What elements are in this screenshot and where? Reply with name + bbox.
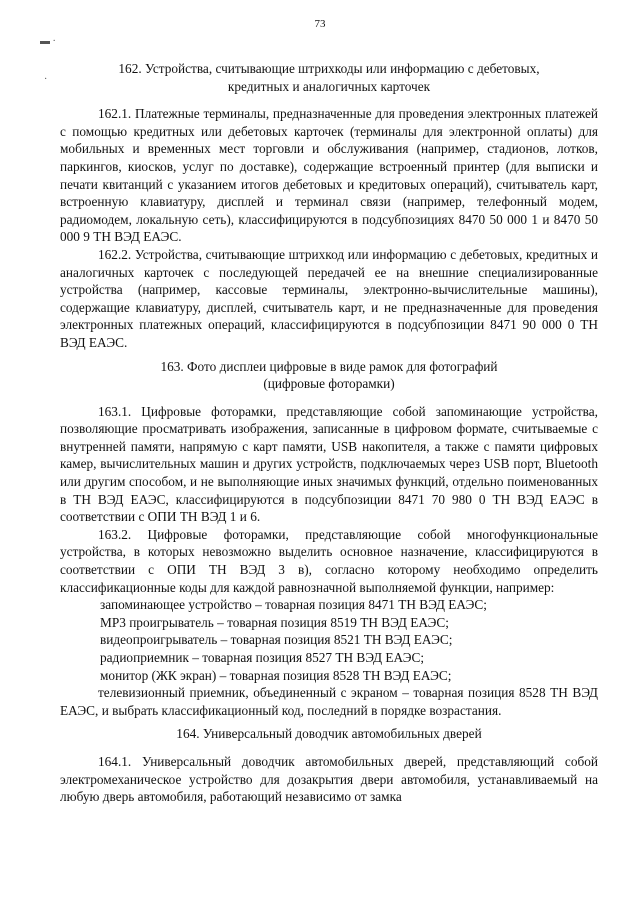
paragraph-162-1: 162.1. Платежные терминалы, предназначенные для проведения электронных платежей с помощью кредитных или дебетовых карточек (терминалы для электронной оплаты) для мобильных и временных мест торговли и обслуживания (например, стадионов, лотков, паркингов, киосков, услуг по доставке), содержащие встроенный принтер (для выписки и печати квитанций с указанием итогов дебетовых и кредитовых операций), считыватель карт, встроенную клавиатуру, дисплей и терминал связи (например, телефонный модем, радиомодем, локальную сеть), классифицируются в подсубпозициях 8470 50 000 1 и 8470 50 000 9 ТН ВЭД ЕАЭС. [60,106,598,245]
list-item: радиоприемник – товарная позиция 8527 ТН ВЭД ЕАЭС; [100,650,425,665]
heading-line: 162. Устройства, считывающие штрихкоды или информацию с дебетовых, [118,61,540,76]
paragraph-162-2: 162.2. Устройства, считывающие штрихкод или информацию с дебетовых, кредитных и аналогичных карточек с последующей передачей ее на внешние специализированные устройства (например, кассовые терминалы, электронно-вычислительные машины), содержащие клавиатуру, дисплей, считыватель карт, и не предназначенные для проведения электронных платежных операций, классифицируются в подсубпозиции 8471 90 000 0 ТН ВЭД ЕАЭС. [60,246,598,350]
paragraph-163-1: 163.1. Цифровые фоторамки, представляющие собой запоминающие устройства, позволяющие просматривать изображения, записанные в цифровом формате, считываемые с внутренней памяти, напрямую с карт памяти, USB накопителя, а также с памяти цифровых камер, вычислительных машин и других устройств, подключаемых через USB порт, Bluetooth или другим способом, и не выполняющие иных значимых функций, отдельно поименованных в ТН ВЭД ЕАЭС, классифицируются в подсубпозиции 8471 70 980 0 ТН ВЭД ЕАЭС в соответствии с ОПИ ТН ВЭД 1 и 6. [60,403,598,525]
heading-line: кредитных и аналогичных карточек [227,78,431,94]
document-body [60,60,598,806]
page-number: 73 [314,18,326,30]
list-item: монитор (ЖК экран) – товарная позиция 8528 ТН ВЭД ЕАЭС; [100,667,452,683]
list-item: МР3 проигрыватель – товарная позиция 8519 ТН ВЭД ЕАЭС; [100,614,449,630]
list-item: запоминающее устройство – товарная позиция 8471 ТН ВЭД ЕАЭС; [100,597,487,613]
section-heading-163 [60,358,598,393]
scan-mark: ▬ · [40,36,56,47]
list-item: видеопроигрыватель – товарная позиция 8521 ТН ВЭД ЕАЭС; [100,632,453,648]
section-heading-162 [60,60,598,95]
heading-line: (цифровые фоторамки) [263,376,395,392]
paragraph-164-1: 164.1. Универсальный доводчик автомобильных дверей, представляющий собой электромеханическое устройство для дозакрытия двери автомобиля, устанавливаемый на любую дверь автомобиля, работающий независимо от замка [60,753,598,805]
heading-line: 164. Универсальный доводчик автомобильных дверей [176,726,482,742]
heading-line: 163. Фото дисплеи цифровые в виде рамок для фотографий [160,358,498,374]
scan-mark: · [44,74,48,85]
section-heading-164 [60,725,598,743]
paragraph-163-2: 163.2. Цифровые фоторамки, представляющие собой многофункциональные устройства, в которых невозможно выделить основное назначение, классифицируются в соответствии с ОПИ ТН ВЭД 3 в), согласно которому необходимо определить классификационные коды для каждой равнозначной выполняемой функции, например: [60,526,598,595]
paragraph-163-closing: телевизионный приемник, объединенный с экраном – товарная позиция 8528 ТН ВЭД ЕАЭС, и выбрать классификационный код, последний в порядке возрастания. [60,685,598,718]
